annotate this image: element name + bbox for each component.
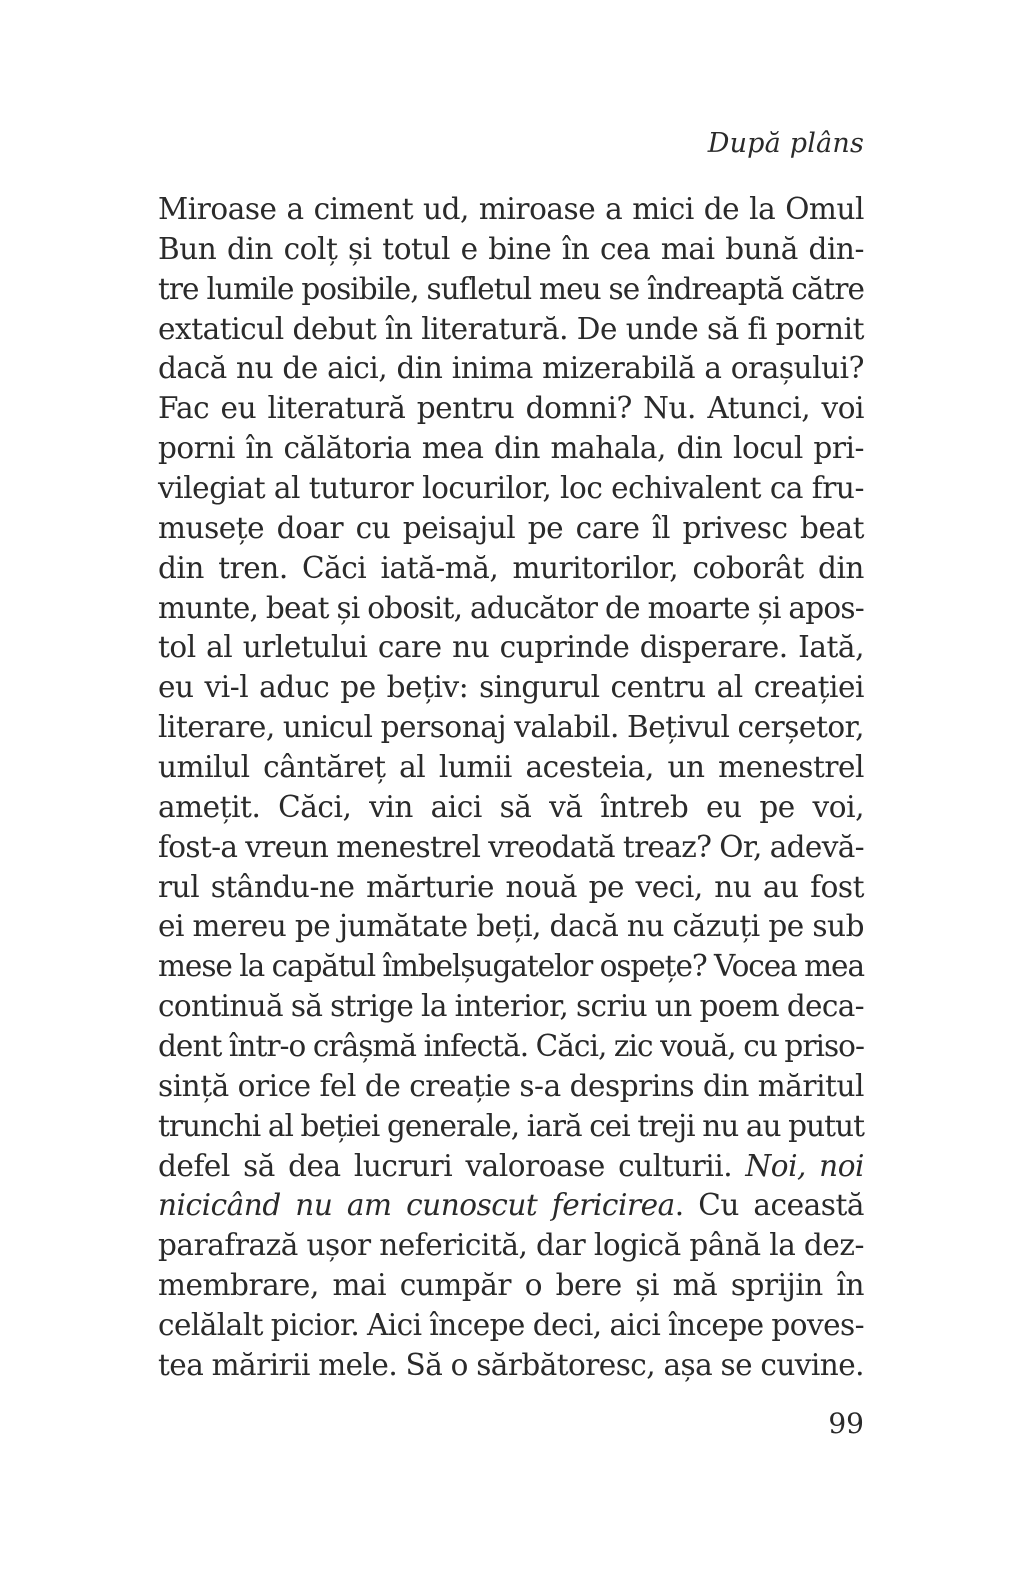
text-line: literare, unicul personaj valabil. Bețivul cerșetor, (158, 710, 864, 745)
text-line: Miroase a ciment ud, miroase a mici de la Omul (158, 192, 864, 226)
text-line-roman: . Cu această (674, 1188, 864, 1223)
text-line: mese la capătul îmbelșugatelor ospețe? Vocea mea (158, 949, 864, 984)
body-text (158, 190, 864, 1386)
text-line: dacă nu de aici, din inima mizerabilă a orașului? (158, 351, 864, 386)
text-line-roman: defel să dea lucruri valoroase culturii. (158, 1148, 733, 1183)
text-line: trunchi al beției generale, iară cei treji nu au putut (158, 1108, 864, 1143)
text-line: rul stându-ne mărturie nouă pe veci, nu au fost (158, 869, 864, 904)
text-line (158, 1186, 864, 1226)
text-line: tea măririi mele. Să o sărbătoresc, așa se cuvine. (158, 1347, 864, 1382)
text-line (158, 1147, 864, 1187)
text-line: extaticul debut în literatură. De unde să fi pornit (158, 311, 864, 346)
text-line: vilegiat al tuturor locurilor, loc echivalent ca fru- (158, 471, 864, 506)
text-line: amețit. Căci, vin aici să vă întreb eu pe voi, (158, 789, 864, 824)
text-line: Bun din colț și totul e bine în cea mai bună din- (158, 231, 864, 266)
text-line: membrare, mai cumpăr o bere și mă sprijin în (158, 1268, 864, 1303)
text-line: munte, beat și obosit, aducător de moarte și apos- (158, 590, 864, 625)
text-line-italic: nicicând nu am cunoscut fericirea (158, 1188, 675, 1223)
text-line: ei mereu pe jumătate beți, dacă nu căzuți pe sub (158, 909, 864, 944)
text-line: tre lumile posibile, sufletul meu se îndreaptă către (158, 271, 864, 306)
text-line: dent într-o crâșmă infectă. Căci, zic vouă, cu priso- (158, 1029, 864, 1064)
text-line: continuă să strige la interior, scriu un poem deca- (158, 989, 864, 1024)
page-number: 99 (828, 1407, 864, 1440)
text-line: umilul cântăreț al lumii acesteia, un menestrel (158, 750, 864, 785)
text-line: Fac eu literatură pentru domni? Nu. Atunci, voi (158, 391, 864, 426)
running-head: După plâns (707, 128, 864, 159)
text-line: din tren. Căci iată-mă, muritorilor, coborât din (158, 550, 864, 585)
text-line: parafrază ușor nefericită, dar logică până la dez- (158, 1228, 864, 1263)
text-line: eu vi-l aduc pe bețiv: singurul centru al creației (158, 670, 864, 705)
text-line: porni în călătoria mea din mahala, din locul pri- (158, 431, 864, 466)
text-line-italic: Noi, noi (745, 1148, 864, 1183)
text-line: sință orice fel de creație s-a desprins din măritul (158, 1068, 864, 1103)
text-line: musețe doar cu peisajul pe care îl privesc beat (158, 510, 864, 545)
text-line: tol al urletului care nu cuprinde disperare. Iată, (158, 630, 864, 665)
text-line: fost-a vreun menestrel vreodată treaz? Or, adevă- (158, 829, 864, 864)
text-line: celălalt picior. Aici începe deci, aici începe poves- (158, 1308, 864, 1343)
